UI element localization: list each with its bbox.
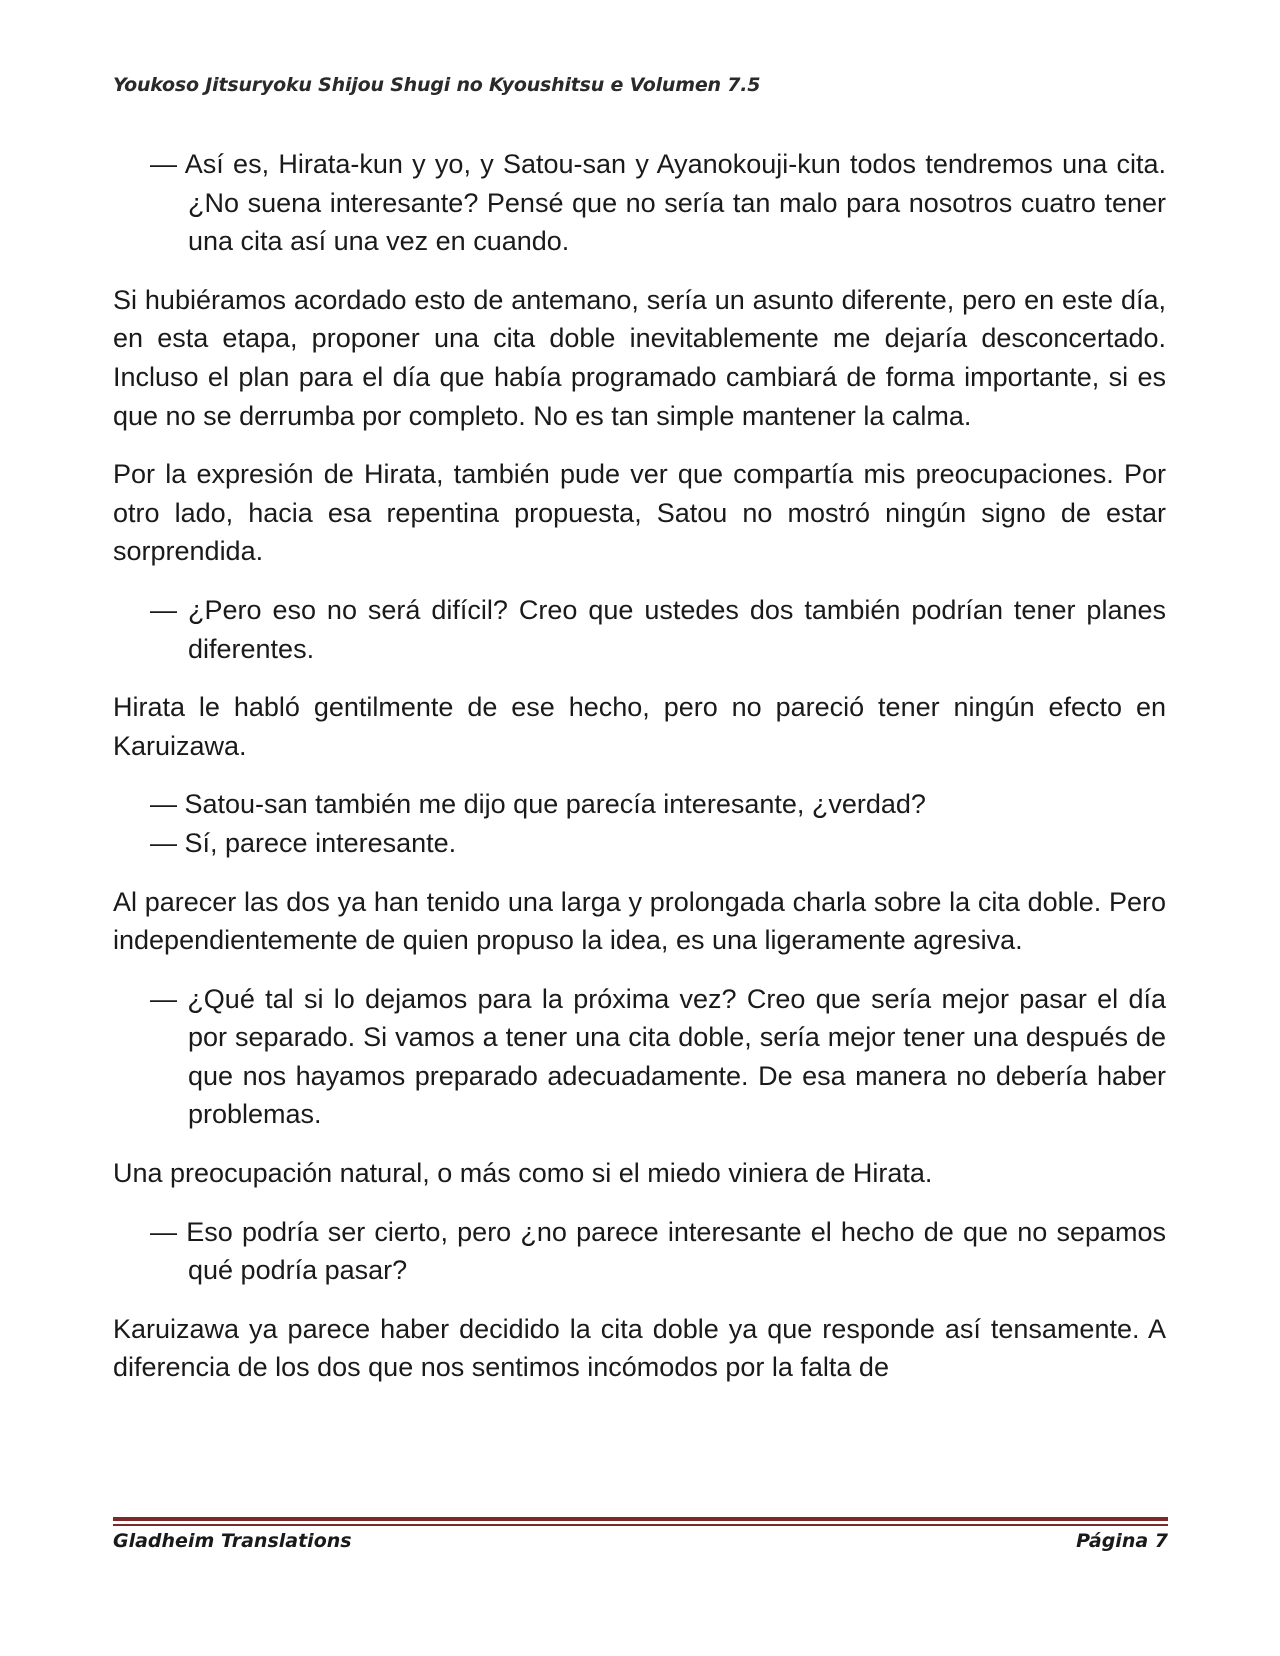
page-number: Página 7 bbox=[1076, 1530, 1168, 1552]
paragraph: Si hubiéramos acordado esto de antemano, sería un asunto diferente, pero en este día, en esta etapa, proponer una cita doble inevitablemente me dejaría desconcertado. Incluso el plan para el día que había programado cambiará de forma importante, si es que no se derrumba por completo. No es tan simple mantener la calma. bbox=[113, 284, 1166, 431]
dialogue-line: — ¿Pero eso no será difícil? Creo que ustedes dos también podrían tener planes diferentes. bbox=[150, 594, 1166, 664]
footer-credit: Gladheim Translations bbox=[113, 1530, 352, 1552]
dialogue-line: — Sí, parece interesante. bbox=[150, 827, 457, 858]
footer-rule-thin bbox=[113, 1524, 1168, 1526]
paragraph: Por la expresión de Hirata, también pude ver que compartía mis preocupaciones. Por otro lado, hacia esa repentina propuesta, Satou no mostró ningún signo de estar sorprendida. bbox=[113, 459, 1166, 567]
dialogue-line: — Eso podría ser cierto, pero ¿no parece interesante el hecho de que no sepamos qué podría pasar? bbox=[150, 1216, 1166, 1286]
dialogue-line: — ¿Qué tal si lo dejamos para la próxima vez? Creo que sería mejor pasar el día por separado. Si vamos a tener una cita doble, sería mejor tener una después de que nos hayamos preparado adecuadamente. De esa manera no debería haber problemas. bbox=[150, 983, 1166, 1130]
running-header: Youkoso Jitsuryoku Shijou Shugi no Kyoushitsu e Volumen 7.5 bbox=[113, 74, 761, 96]
footer-rule-thick bbox=[113, 1517, 1168, 1521]
paragraph: Karuizawa ya parece haber decidido la cita doble ya que responde así tensamente. A diferencia de los dos que nos sentimos incómodos por la falta de bbox=[113, 1313, 1166, 1383]
paragraph: Al parecer las dos ya han tenido una larga y prolongada charla sobre la cita doble. Pero independientemente de quien propuso la idea, es una ligeramente agresiva. bbox=[113, 886, 1166, 956]
dialogue-line: — Así es, Hirata-kun y yo, y Satou-san y Ayanokouji-kun todos tendremos una cita. ¿No suena interesante? Pensé que no sería tan malo para nosotros cuatro tener una cita así una vez en cuando. bbox=[150, 149, 1166, 257]
paragraph: Una preocupación natural, o más como si el miedo viniera de Hirata. bbox=[113, 1158, 933, 1189]
dialogue-line: — Satou-san también me dijo que parecía interesante, ¿verdad? bbox=[150, 789, 926, 820]
paragraph: Hirata le habló gentilmente de ese hecho, pero no pareció tener ningún efecto en Karuizawa. bbox=[113, 692, 1166, 761]
page-body bbox=[113, 145, 1166, 1407]
